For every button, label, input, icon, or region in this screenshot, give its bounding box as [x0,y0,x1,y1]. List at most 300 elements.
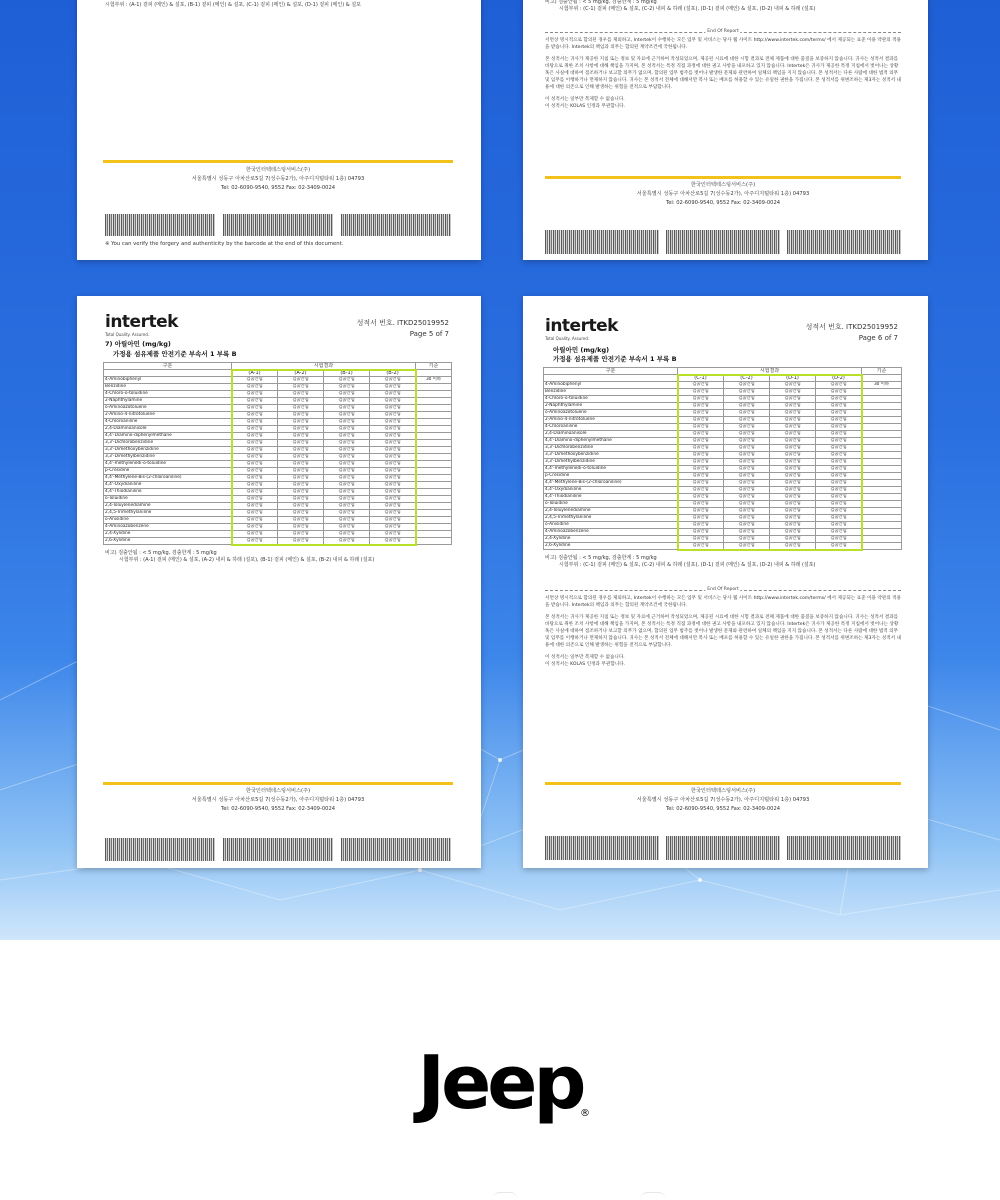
barcode [223,214,333,236]
amine-name: 2-Naphthylamine [104,398,232,405]
barcode [341,838,451,861]
result-value: 검출안됨 [816,410,862,417]
result-value: 검출안됨 [324,384,370,391]
result-value: 검출안됨 [724,410,770,417]
table-row [544,522,902,529]
amine-name: 4-Aminobiphenyl [544,382,678,389]
col-sample: (B-1) [324,370,370,377]
result-value: 검출안됨 [232,468,278,475]
result-value: 검출안됨 [232,496,278,503]
barcode [666,230,780,254]
disclaimer-paragraph: 서면상 명시적으로 합의된 경우를 제외하고, Intertek이 수행하는 모든 업무 및 서비스는 당사 웹 사이트 http://www.intertek.com/terms/ 에서 제공되는 표준 이용 약관의 적용을 받습니다. Intertek의 책임과 의무는 합의된 계약조건에 국한됩니다. [545,596,901,608]
result-value: 검출안됨 [678,410,724,417]
note-detection: 비고) 검출안됨 : < 5 mg/kg, 검출한계 : 5 mg/kg [105,550,217,556]
result-value: 검출안됨 [816,473,862,480]
result-value: 검출안됨 [770,487,816,494]
result-value: 검출안됨 [724,417,770,424]
section-title: 아릴아민 (mg/kg) [553,346,610,354]
amine-name: 2,4-Toluylenediamine [544,508,678,515]
result-value: 검출안됨 [278,433,324,440]
amine-name: 3,3'-Dimethylbenzidine [104,454,232,461]
intertek-logo: intertek [545,316,618,336]
amine-name: 3,3'-Dichlorobenzidine [104,440,232,447]
table-row [544,452,902,459]
standard-value [862,452,902,459]
standard-value [862,508,902,515]
table-row [544,417,902,424]
result-value: 검출안됨 [770,494,816,501]
col-group: 구분 [544,368,678,375]
result-value: 검출안됨 [816,396,862,403]
amine-name: 4,4'-Oxydianiline [104,482,232,489]
result-value: 검출안됨 [678,445,724,452]
table-body [544,382,902,550]
table-row [544,536,902,543]
barcode-strip [545,230,901,254]
table-row [544,466,902,473]
result-value: 검출안됨 [724,522,770,529]
footer-address [103,787,453,814]
standard-value [862,473,902,480]
amine-name: 3,3'-Dichlorobenzidine [544,445,678,452]
table-row [104,377,452,384]
footer-bar [103,782,453,785]
result-value: 검출안됨 [232,426,278,433]
standard-value [416,454,452,461]
amine-name: 2,4-Diaminoanisole [544,431,678,438]
amine-name: 2,4-Xylidine [104,531,232,538]
result-value: 검출안됨 [324,426,370,433]
amine-name: 2,4,5-Trimethylaniline [104,510,232,517]
amine-name: 4,4'-Diamino-diphenylmethane [544,438,678,445]
standard-value [416,412,452,419]
result-value: 검출안됨 [816,529,862,536]
result-value: 검출안됨 [232,538,278,545]
result-value: 검출안됨 [678,529,724,536]
result-value: 검출안됨 [370,489,416,496]
standard-value [862,494,902,501]
result-value: 검출안됨 [278,447,324,454]
result-value: 검출안됨 [324,531,370,538]
intertek-logo: intertek [105,312,178,332]
result-value: 검출안됨 [324,391,370,398]
table-row [544,431,902,438]
result-value: 검출안됨 [232,377,278,384]
result-value: 검출안됨 [370,447,416,454]
result-value: 검출안됨 [278,517,324,524]
amine-name: 4-Chloro-o-toluidine [104,391,232,398]
table-row [544,459,902,466]
result-value: 검출안됨 [678,480,724,487]
result-value: 검출안됨 [816,424,862,431]
amine-name: 3,3'-Dimethoxybenzidine [104,447,232,454]
result-value: 검출안됨 [232,419,278,426]
result-value: 검출안됨 [770,403,816,410]
col-blank [104,370,232,377]
result-value: 검출안됨 [232,398,278,405]
footer-address [545,787,901,814]
standard-value [862,410,902,417]
footer-phone: Tel: 02-6090-9540, 9552 Fax: 02-3409-0024 [665,806,781,812]
result-value: 검출안됨 [278,524,324,531]
amine-name: 4-Aminoazobenzene [104,524,232,531]
result-value: 검출안됨 [724,494,770,501]
result-value: 검출안됨 [232,461,278,468]
table-subheader-row [104,370,452,377]
standard-value [862,459,902,466]
standard-value [862,529,902,536]
result-value: 검출안됨 [278,503,324,510]
result-value: 검출안됨 [770,543,816,550]
result-value: 검출안됨 [370,384,416,391]
barcode [666,836,780,860]
table-row [544,410,902,417]
result-value: 검출안됨 [324,419,370,426]
result-value: 검출안됨 [724,396,770,403]
footer-street: 서울특별시 성동구 아차산로5길 7(성수동2가), 아주디지털타워 1층) 04793 [636,797,810,803]
footer-phone: Tel: 02-6090-9540, 9552 Fax: 02-3409-0024 [220,185,336,191]
result-value: 검출안됨 [816,480,862,487]
standard-value [416,475,452,482]
footer-company: 한국인터텍테스팅서비스(주) [690,182,756,188]
result-value: 검출안됨 [770,410,816,417]
table-row [104,475,452,482]
note-detection: 비고) 검출안됨 : < 5 mg/kg, 검출한계 : 5 mg/kg [545,0,657,5]
amine-name: o-Aminoazotoluene [544,410,678,417]
result-value: 검출안됨 [724,403,770,410]
standard-value [416,517,452,524]
standard-value [416,524,452,531]
amine-name: 3,3'-Dimethoxybenzidine [544,452,678,459]
result-value: 검출안됨 [324,447,370,454]
result-value: 검출안됨 [324,475,370,482]
result-value: 검출안됨 [370,419,416,426]
amine-name: o-Toluidine [544,501,678,508]
result-value: 검출안됨 [816,515,862,522]
table-row [104,412,452,419]
result-value: 검출안됨 [724,438,770,445]
amine-name: o-Anisidine [544,522,678,529]
result-value: 검출안됨 [770,389,816,396]
result-value: 검출안됨 [678,487,724,494]
table-row [104,461,452,468]
result-value: 검출안됨 [816,522,862,529]
result-value: 검출안됨 [678,515,724,522]
table-row [104,433,452,440]
table-row [544,501,902,508]
result-value: 검출안됨 [678,508,724,515]
amine-name: p-Cresidine [544,473,678,480]
result-value: 검출안됨 [324,482,370,489]
result-value: 검출안됨 [816,466,862,473]
brand-logo [0,1040,1000,1126]
result-value: 검출안됨 [770,396,816,403]
result-value: 검출안됨 [816,543,862,550]
result-value: 검출안됨 [770,480,816,487]
result-value: 검출안됨 [678,501,724,508]
footer-company: 한국인터텍테스팅서비스(주) [245,788,311,794]
standard-value [416,482,452,489]
result-value: 검출안됨 [370,398,416,405]
amine-name: 2,4,5-Trimethylaniline [544,515,678,522]
result-value: 검출안됨 [770,445,816,452]
disclaimer-paragraph: 이 성적서는 일부만 복제할 수 없습니다. 이 성적서는 KOLAS 인정과 무관합니다. [545,655,626,667]
result-value: 검출안됨 [678,536,724,543]
barcode-strip [545,836,901,860]
page-number: Page 6 of 7 [858,334,898,342]
standard-value [862,501,902,508]
amine-name: 4-Aminobiphenyl [104,377,232,384]
col-blank [416,370,452,377]
result-value: 검출안됨 [816,536,862,543]
result-value: 검출안됨 [232,482,278,489]
table-row [544,529,902,536]
result-value: 검출안됨 [324,496,370,503]
col-blank [862,375,902,382]
report-sheet-top-left [77,0,481,260]
table-header-row [104,363,452,370]
table-row [544,494,902,501]
result-value: 검출안됨 [370,377,416,384]
amine-name: o-Aminoazotoluene [104,405,232,412]
footer-address [103,166,453,193]
result-value: 검출안됨 [232,524,278,531]
result-value: 검출안됨 [278,405,324,412]
result-value: 검출안됨 [324,489,370,496]
result-value: 검출안됨 [232,489,278,496]
footer-street: 서울특별시 성동구 아차산로5길 7(성수동2가), 아주디지털타워 1층) 04793 [191,797,365,803]
end-of-report-divider [545,29,901,34]
result-value: 검출안됨 [232,384,278,391]
standard-value [416,391,452,398]
result-value: 검출안됨 [678,403,724,410]
standard-value [416,447,452,454]
barcode-strip [105,838,451,861]
table-row [104,468,452,475]
standard-value [416,384,452,391]
standard-value [416,398,452,405]
result-value: 검출안됨 [816,452,862,459]
result-value: 검출안됨 [278,475,324,482]
table-row [104,384,452,391]
table-row [104,419,452,426]
standard-value: 30 이하 [416,377,452,384]
table-row [544,396,902,403]
amine-name: 2-Amino-4-nitrotoluene [544,417,678,424]
brand-name: Jeep [417,1040,583,1126]
result-value: 검출안됨 [370,412,416,419]
note-test-parts: 시험부위 : (C-1) 겉피 (메인) & 설포, (C-2) 내피 & 하래 (설포), (D-1) 겉피 (메인) & 설포, (D-2) 내피 & 하래 (설포) [559,562,816,568]
result-value: 검출안됨 [324,517,370,524]
result-value: 검출안됨 [370,391,416,398]
amine-name: 2-Naphthylamine [544,403,678,410]
standard-value [416,461,452,468]
result-value: 검출안됨 [770,515,816,522]
result-value: 검출안됨 [724,389,770,396]
amine-name: 4,4'-methylenedi-o-toluidine [544,466,678,473]
col-sample: (B-2) [370,370,416,377]
footer-company: 한국인터텍테스팅서비스(주) [690,788,756,794]
result-value: 검출안됨 [678,459,724,466]
amine-name: 4,4'-Oxydianiline [544,487,678,494]
result-value: 검출안됨 [370,468,416,475]
amine-name: 4,4'-Methylene-Bis-(2-chloroaniline) [544,480,678,487]
result-value: 검출안됨 [278,489,324,496]
section-subtitle: 가정용 섬유제품 안전기준 부속서 1 부록 B [553,355,677,363]
note-test-parts: 시험부위 : (A-1) 겉피 (메인) & 설포, (A-2) 내피 & 하래 (설포), (B-1) 겉피 (메인) & 설포, (B-2) 내피 & 하래 (설포) [119,557,375,563]
standard-value: 30 이하 [862,382,902,389]
table-row [544,473,902,480]
result-value: 검출안됨 [278,468,324,475]
col-sample: (A-2) [278,370,324,377]
result-value: 검출안됨 [278,538,324,545]
standard-value [862,396,902,403]
standard-value [416,426,452,433]
result-value: 검출안됨 [816,403,862,410]
table-row [104,454,452,461]
result-value: 검출안됨 [232,433,278,440]
result-value: 검출안됨 [232,405,278,412]
amine-name: o-Anisidine [104,517,232,524]
result-value: 검출안됨 [678,389,724,396]
table-row [544,487,902,494]
result-value: 검출안됨 [370,517,416,524]
footer-street: 서울특별시 성동구 아차산로5길 7(성수동2가), 아주디지털타워 1층) 04793 [191,176,365,182]
intertek-tagline: Total Quality. Assured. [545,336,590,341]
amine-name: 3,3'-Dimethylbenzidine [544,459,678,466]
amine-name: 4-Chloroaniline [104,419,232,426]
footer-phone: Tel: 02-6090-9540, 9552 Fax: 02-3409-0024 [665,200,781,206]
results-table [103,362,452,545]
amine-name: o-Toluidine [104,496,232,503]
result-value: 검출안됨 [816,487,862,494]
result-value: 검출안됨 [816,494,862,501]
table-row [104,391,452,398]
result-value: 검출안됨 [724,501,770,508]
table-row [104,489,452,496]
col-results: 시험결과 [678,368,862,375]
result-value: 검출안됨 [324,454,370,461]
result-value: 검출안됨 [724,431,770,438]
result-value: 검출안됨 [724,543,770,550]
amine-name: 2,4-Xylidine [544,536,678,543]
section-subtitle: 가정용 섬유제품 안전기준 부속서 1 부록 B [113,350,237,358]
result-value: 검출안됨 [370,531,416,538]
amine-name: 4,4'-Thiodianiline [544,494,678,501]
result-value: 검출안됨 [724,473,770,480]
result-value: 검출안됨 [816,431,862,438]
result-value: 검출안됨 [770,424,816,431]
standard-value [862,438,902,445]
table-row [544,543,902,550]
standard-value [416,433,452,440]
result-value: 검출안됨 [724,382,770,389]
result-value: 검출안됨 [370,538,416,545]
standard-value [416,405,452,412]
result-value: 검출안됨 [278,377,324,384]
result-value: 검출안됨 [678,438,724,445]
table-subheader-row [544,375,902,382]
result-value: 검출안됨 [232,391,278,398]
amine-name: 4,4'-Methylene-Bis-(2-chloroaniline) [104,475,232,482]
result-value: 검출안됨 [370,482,416,489]
result-value: 검출안됨 [232,475,278,482]
result-value: 검출안됨 [278,440,324,447]
table-row [544,515,902,522]
report-number: 성적서 번호. ITKD25019952 [805,323,898,331]
table-row [544,382,902,389]
result-value: 검출안됨 [324,468,370,475]
results-table [543,367,902,550]
standard-value [862,389,902,396]
col-standard: 기준 [862,368,902,375]
result-value: 검출안됨 [232,517,278,524]
standard-value [416,538,452,545]
table-row [104,538,452,545]
report-meta [806,322,898,344]
standard-value [862,522,902,529]
result-value: 검출안됨 [370,461,416,468]
result-value: 검출안됨 [678,522,724,529]
standard-value [862,487,902,494]
disclaimer-paragraph: 이 성적서는 일부만 복제할 수 없습니다. 이 성적서는 KOLAS 인정과 무관합니다. [545,97,626,109]
result-value: 검출안됨 [370,496,416,503]
result-value: 검출안됨 [678,473,724,480]
barcode [545,836,659,860]
table-row [104,398,452,405]
amine-name: p-Cresidine [104,468,232,475]
result-value: 검출안됨 [678,494,724,501]
result-value: 검출안됨 [278,461,324,468]
result-value: 검출안됨 [232,531,278,538]
footer-company: 한국인터텍테스팅서비스(주) [245,167,311,173]
result-value: 검출안됨 [278,384,324,391]
result-value: 검출안됨 [816,508,862,515]
result-value: 검출안됨 [324,405,370,412]
verify-note: ※ You can verify the forgery and authenticity by the barcode at the end of this document. [105,241,344,247]
amine-name: 2,4-Toluylenediamine [104,503,232,510]
disclaimer-paragraph: 본 성적서는 귀사가 제공한 지침 또는 정보 및 자료에 근거하여 작성되었으며, 제공된 시료에 대한 시험 결과로 전체 제품에 대한 품질을 보증하지 않습니다. 귀사는 성적서 결과를 바탕으로 취한 조치 사항에 대해 책임을 가지며, 본 성적서는 특정 직접 과정에 대한 권고 사항을 내포하고 있지 않습니다. Intertek은 귀사가 제공한 특정 지침에서 벗어나는 상황 혹은 사실에 대하여 점조하거나 보고할 의무가 없으며, 합의된 업무 범주를 벗어나 발생한 문제와 관련하여 일체의 책임을 지지 않습니다. 본 성적서는 다른 사람에 대한 법적 의무 및 임무를 이행하거나 면제하지 않습니다. 귀사는 본 성적서 전체에 대해서만 복사 또는 배포를 허용할 수 있는 유일한 권한을 가집니다. 본 성적서를 위변조하는 제3자는 성적서 내용에 대한 의존으로 인해 발생하는 위험을 전적으로 부담합니다. [545,57,901,90]
result-value: 검출안됨 [816,501,862,508]
result-value: 검출안됨 [770,417,816,424]
result-value: 검출안됨 [724,536,770,543]
report-number: 성적서 번호. ITKD25019952 [356,319,449,327]
standard-value [416,503,452,510]
col-sample: (C-1) [678,375,724,382]
result-value: 검출안됨 [770,431,816,438]
result-value: 검출안됨 [232,503,278,510]
result-value: 검출안됨 [232,454,278,461]
result-value: 검출안됨 [770,529,816,536]
result-value: 검출안됨 [770,438,816,445]
result-value: 검출안됨 [724,508,770,515]
result-value: 검출안됨 [232,412,278,419]
report-page-6 [523,296,928,868]
result-value: 검출안됨 [370,503,416,510]
table-row [544,424,902,431]
note-detection: 비고) 검출안됨 : < 5 mg/kg, 검출한계 : 5 mg/kg [545,555,657,561]
disclaimer-paragraph: 본 성적서는 귀사가 제공한 지침 또는 정보 및 자료에 근거하여 작성되었으며, 제공된 시료에 대한 시험 결과로 전체 제품에 대한 품질을 보증하지 않습니다. 귀사는 성적서 결과를 바탕으로 취한 조치 사항에 대해 책임을 가지며, 본 성적서는 특정 직접 과정에 대한 권고 사항을 내포하고 있지 않습니다. Intertek은 귀사가 제공한 특정 지침에서 벗어나는 상황 혹은 사실에 대하여 점조하거나 보고할 의무가 없으며, 합의된 업무 범주를 벗어나 발생한 문제와 관련하여 일체의 책임을 지지 않습니다. 본 성적서는 다른 사람에 대한 법적 의무 및 임무를 이행하거나 면제하지 않습니다. 귀사는 본 성적서 전체에 대해서만 복사 또는 배포를 허용할 수 있는 유일한 권한을 가집니다. 본 성적서를 위변조하는 제3자는 성적서 내용에 대한 의존으로 인해 발생하는 위험을 전적으로 부담합니다. [545,615,901,648]
standard-value [416,489,452,496]
result-value: 검출안됨 [678,431,724,438]
report-meta [357,318,449,340]
result-value: 검출안됨 [278,426,324,433]
table-row [544,480,902,487]
report-sheet-top-right [523,0,928,260]
result-value: 검출안됨 [370,440,416,447]
table-row [544,389,902,396]
disclaimer-paragraph: 서면상 명시적으로 합의된 경우를 제외하고, Intertek이 수행하는 모든 업무 및 서비스는 당사 웹 사이트 http://www.intertek.com/terms/ 에서 제공되는 표준 이용 약관의 적용을 받습니다. Intertek의 책임과 의무는 합의된 계약조건에 국한됩니다. [545,38,901,50]
